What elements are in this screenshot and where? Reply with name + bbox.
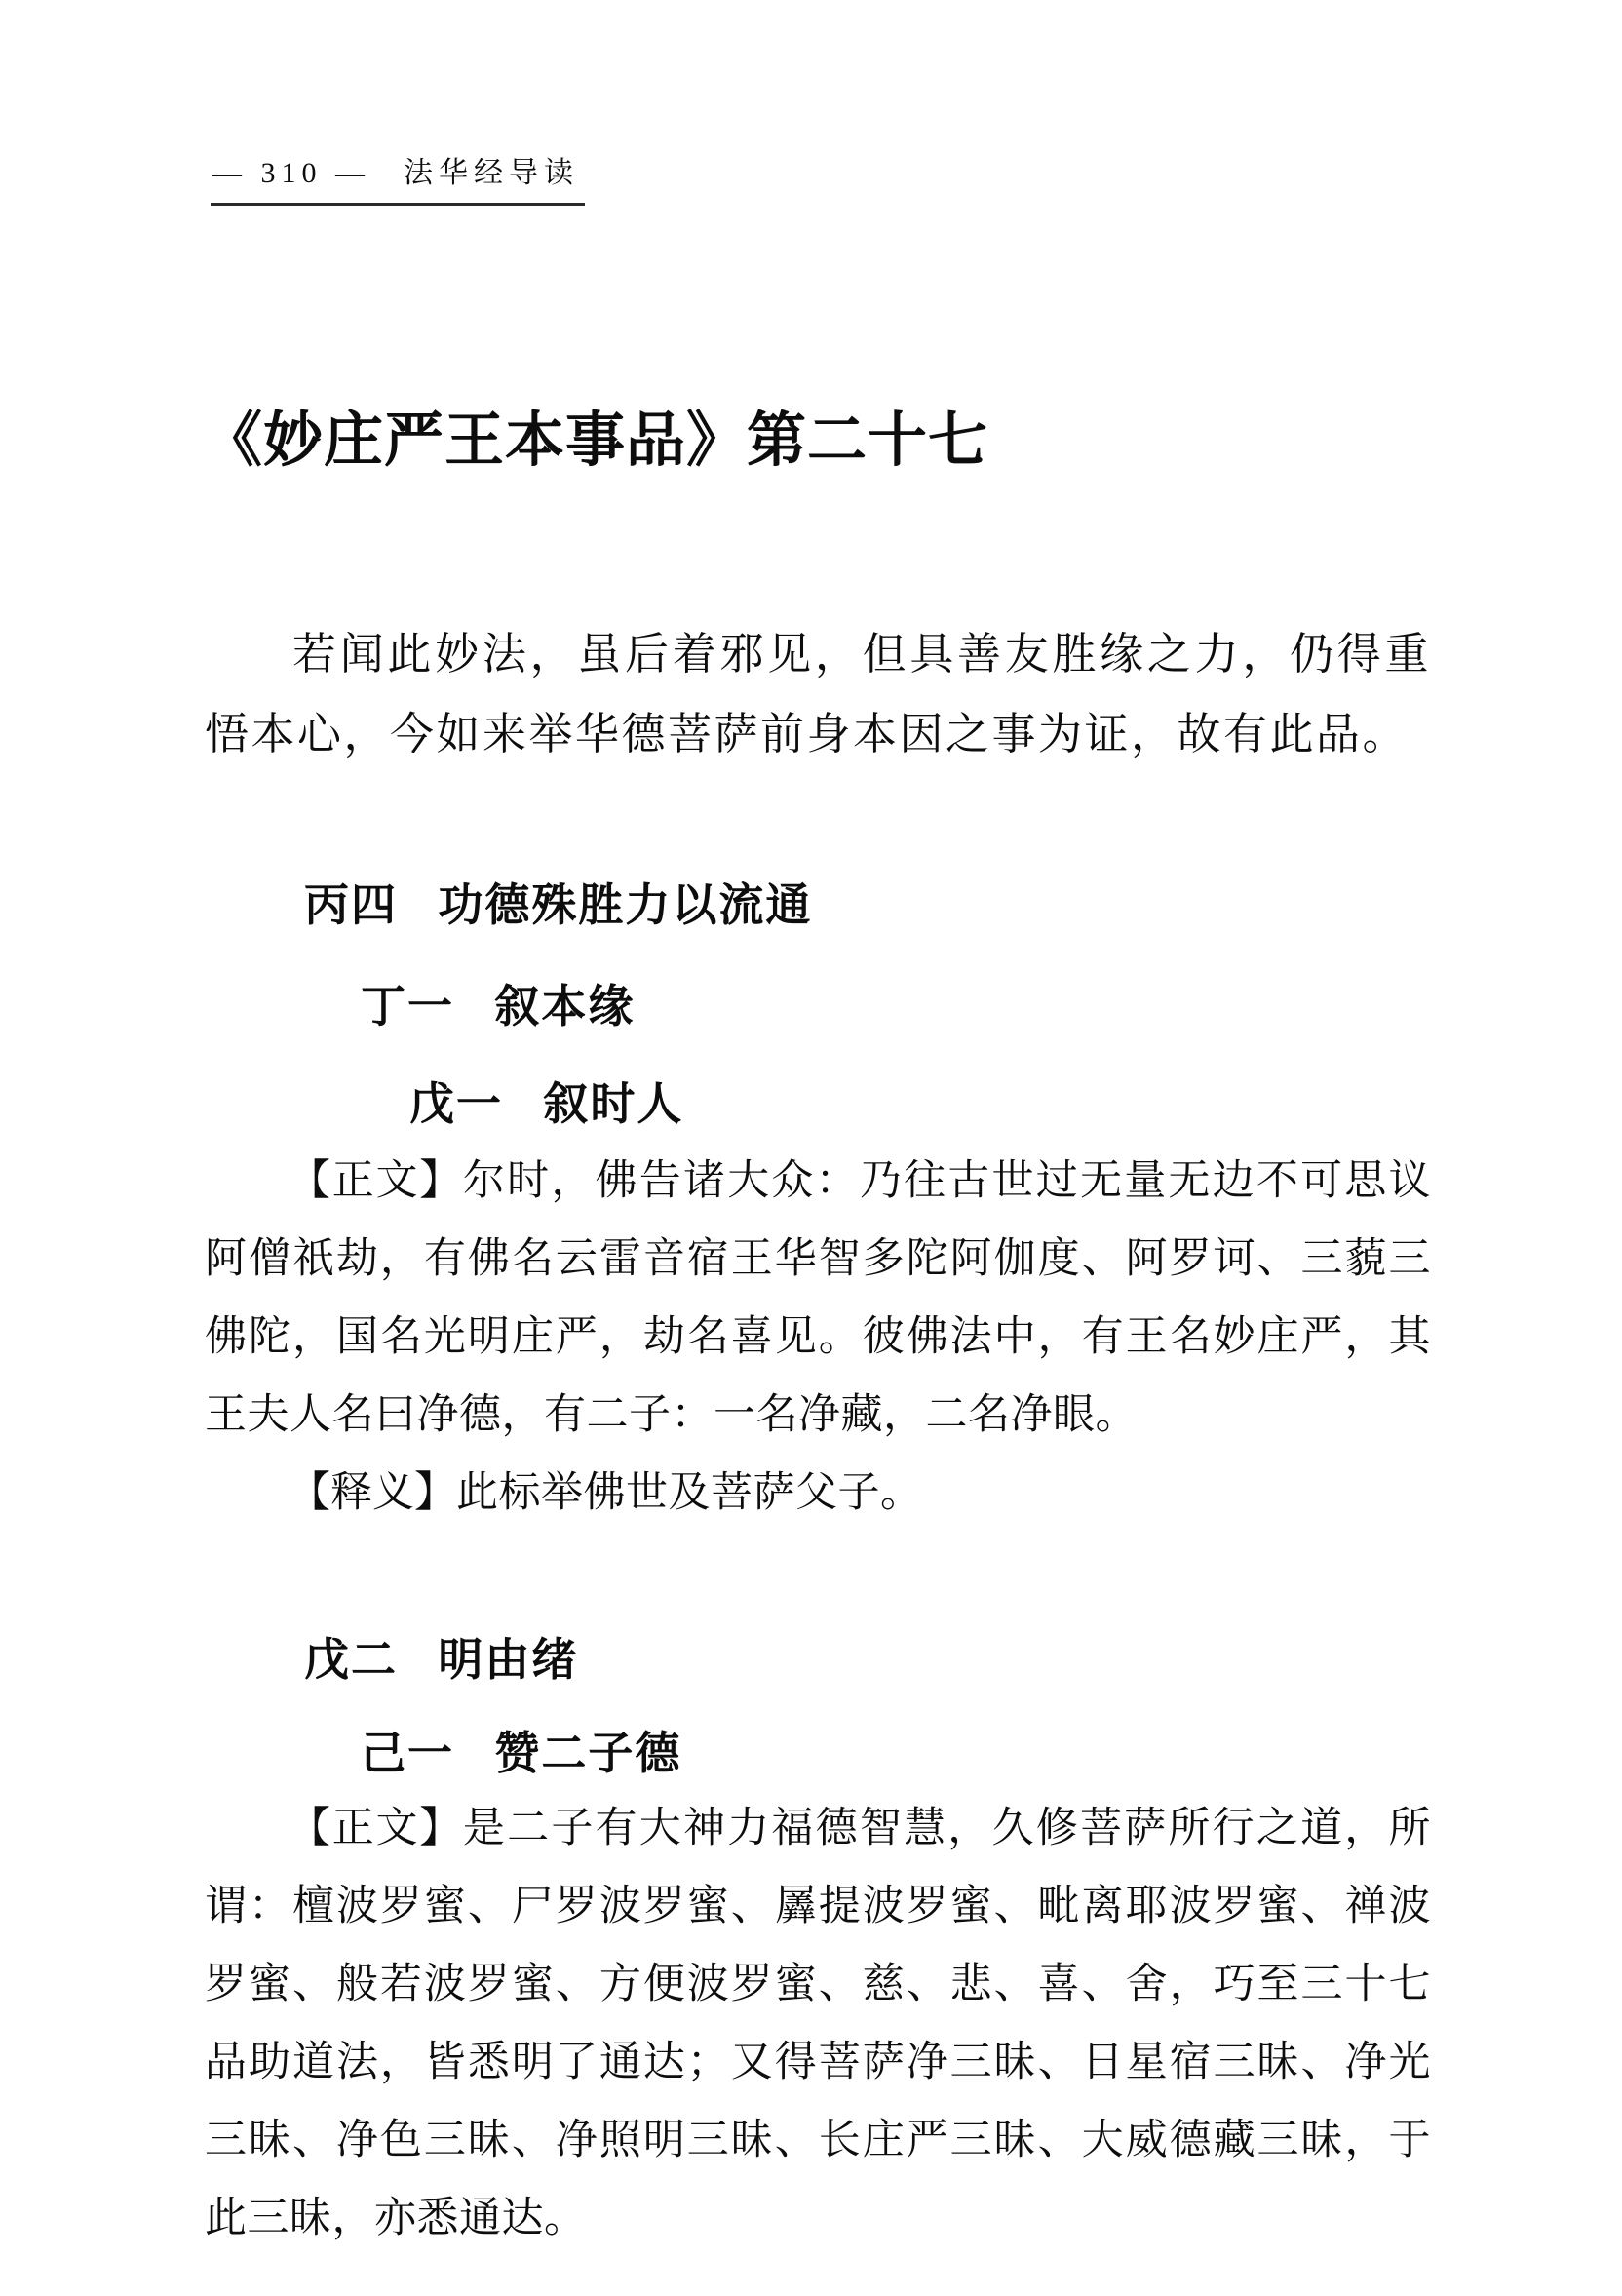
paragraph-tag: 【正文】 [289, 1158, 463, 1204]
intro-paragraph: 若闻此妙法，虽后着邪见，但具善友胜缘之力，仍得重悟本心，今如来举华德菩萨前身本因之事为证，故有此品。 [205, 630, 1431, 759]
paragraph-text: 是二子有大神力福德智慧，久修菩萨所行之道，所谓：檀波罗蜜、尸罗波罗蜜、羼提波罗蜜、毗离耶波罗蜜、禅波罗蜜、般若波罗蜜、方便波罗蜜、慈、悲、喜、舍，巧至三十七品助道法，皆悉明了通达；又得菩萨净三昧、日星宿三昧、净光三昧、净色三昧、净照明三昧、长庄严三昧、大威德藏三昧，于此三昧，亦悉通达。 [205, 1806, 1432, 2241]
outline-heading-ji1 [361, 1724, 1431, 1782]
chapter-title: 《妙庄严王本事品》第二十七 [203, 409, 989, 474]
paragraph-text: 尔时，佛告诸大众：乃往古世过无量无边不可思议阿僧祇劫，有佛名云雷音宿王华智多陀阿伽度、阿罗诃、三藐三佛陀，国名光明庄严，劫名喜见。彼佛法中，有王名妙庄严，其王夫人名曰净德，有二子：一名净藏，二名净眼。 [205, 1158, 1432, 1438]
heading-label: 丙四 [304, 879, 398, 930]
outline-heading-bing4 [304, 876, 1431, 934]
heading-label: 戊二 [304, 1634, 398, 1685]
outline-heading-ding1 [361, 977, 1431, 1035]
heading-title: 叙本缘 [494, 981, 636, 1031]
heading-label: 己一 [361, 1728, 454, 1778]
paragraph-text: 此标举佛世及菩萨父子。 [456, 1470, 923, 1516]
heading-title: 明由绪 [438, 1634, 579, 1685]
commentary-paragraph [205, 1455, 1431, 1533]
page-number: — 310 — [212, 157, 370, 189]
outline-heading-wu2 [304, 1630, 1431, 1689]
page-content [205, 614, 1431, 2258]
heading-title: 功德殊胜力以流通 [438, 879, 813, 930]
heading-label: 戊一 [409, 1078, 503, 1129]
scripture-paragraph [205, 1790, 1431, 2258]
heading-title: 赞二子德 [494, 1728, 682, 1778]
outline-heading-wu1 [409, 1074, 1431, 1133]
book-title: 法华经导读 [404, 157, 579, 189]
paragraph-tag: 【正文】 [289, 1806, 463, 1851]
heading-title: 叙时人 [543, 1078, 684, 1129]
paragraph-tag: 【释义】 [289, 1470, 456, 1516]
heading-label: 丁一 [361, 981, 454, 1031]
scripture-paragraph [205, 1143, 1431, 1455]
running-header [211, 154, 585, 206]
